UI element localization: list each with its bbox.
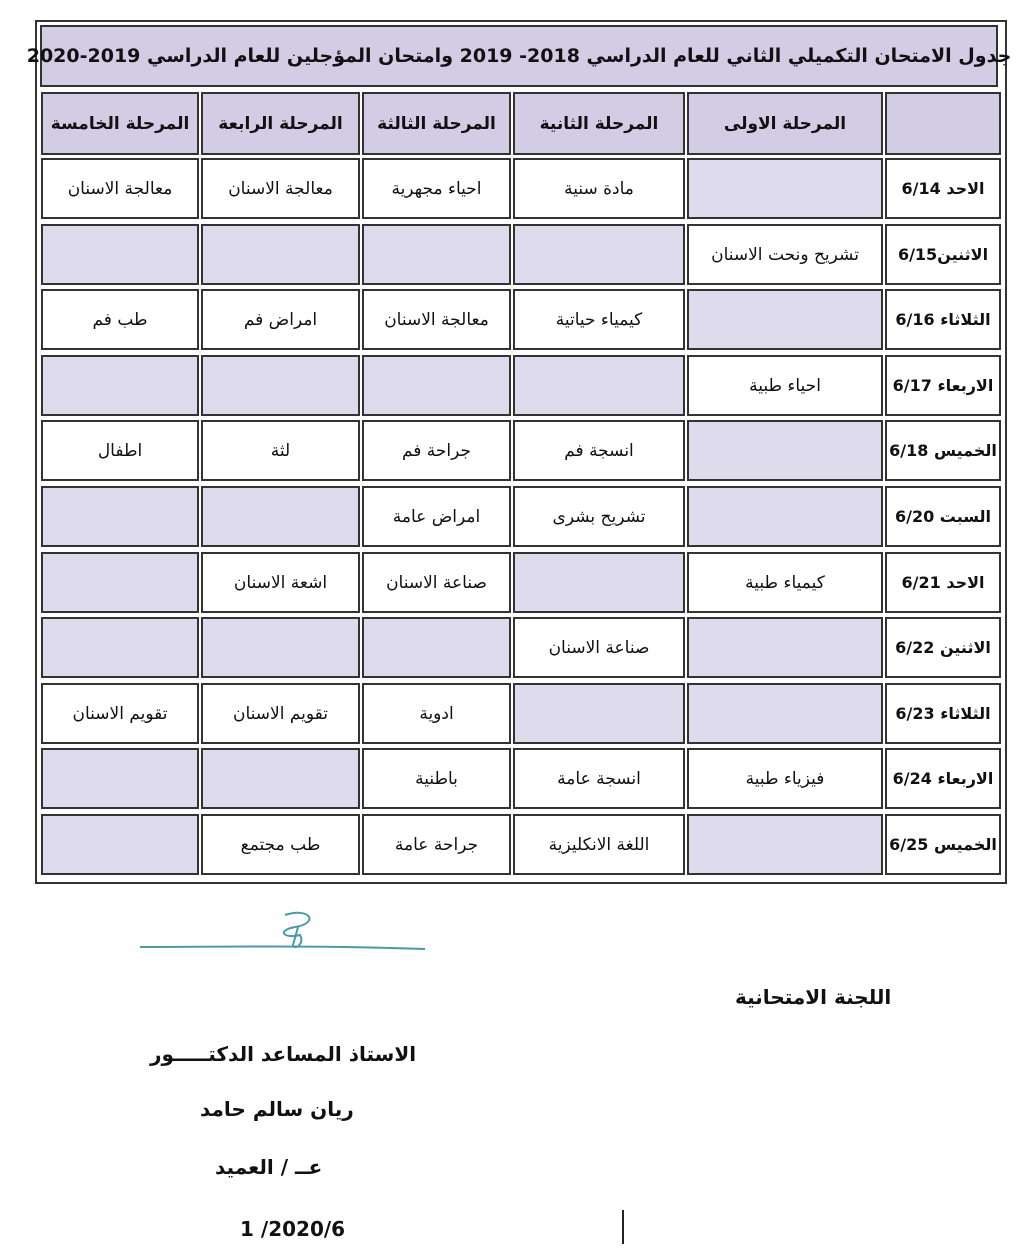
- exam-cell: فيزياء طبية: [687, 748, 883, 809]
- day-cell: الاثنين 6/22: [885, 617, 1001, 678]
- exam-cell: [41, 552, 199, 613]
- exam-cell: معالجة الاسنان: [201, 158, 360, 219]
- exam-cell: [41, 617, 199, 678]
- day-cell: الثلاثاء 6/23: [885, 683, 1001, 744]
- stage-header-3: المرحلة الثالثة: [362, 92, 511, 155]
- exam-cell: صناعة الاسنان: [362, 552, 511, 613]
- exam-cell: [201, 617, 360, 678]
- exam-cell: اللغة الانكليزية: [513, 814, 685, 875]
- exam-cell: [201, 486, 360, 547]
- table-title-bar: [26, 25, 1012, 87]
- signatory-name: ريان سالم حامد: [200, 1097, 354, 1121]
- schedule-table: [26, 20, 1012, 884]
- exam-cell: [201, 224, 360, 285]
- table-title: جدول الامتحان التكميلي الثاني للعام الدراسي 2018- 2019 وامتحان المؤجلين للعام الدراسي 2019-2020: [26, 45, 1012, 67]
- day-cell: السبت 6/20: [885, 486, 1001, 547]
- exam-cell: جراحة فم: [362, 420, 511, 481]
- exam-cell: باطنية: [362, 748, 511, 809]
- exam-cell: كيمياء حياتية: [513, 289, 685, 350]
- signatory-rank: الاستاذ المساعد الدكتـــــور: [150, 1042, 417, 1066]
- exam-cell: [687, 158, 883, 219]
- day-cell: الاحد 6/14: [885, 158, 1001, 219]
- exam-cell: تشريح ونحت الاسنان: [687, 224, 883, 285]
- exam-cell: معالجة الاسنان: [362, 289, 511, 350]
- exam-cell: [41, 748, 199, 809]
- exam-cell: طب فم: [41, 289, 199, 350]
- exam-cell: [513, 552, 685, 613]
- day-cell: الاربعاء 6/24: [885, 748, 1001, 809]
- exam-cell: جراحة عامة: [362, 814, 511, 875]
- exam-cell: كيمياء طبية: [687, 552, 883, 613]
- exam-cell: [687, 289, 883, 350]
- exam-cell: ادوية: [362, 683, 511, 744]
- exam-cell: مادة سنية: [513, 158, 685, 219]
- signatory-role: عــ / العميد: [215, 1155, 323, 1179]
- day-cell: الاربعاء 6/17: [885, 355, 1001, 416]
- exam-cell: تقويم الاسنان: [41, 683, 199, 744]
- exam-cell: امراض عامة: [362, 486, 511, 547]
- exam-cell: [41, 486, 199, 547]
- exam-cell: احياء طبية: [687, 355, 883, 416]
- exam-cell: انسجة عامة: [513, 748, 685, 809]
- exam-cell: [687, 486, 883, 547]
- exam-cell: [687, 420, 883, 481]
- exam-cell: صناعة الاسنان: [513, 617, 685, 678]
- exam-cell: اشعة الاسنان: [201, 552, 360, 613]
- exam-cell: [41, 814, 199, 875]
- header-corner-cell: [885, 92, 1001, 155]
- signature-date: 2020/6/ 1: [240, 1217, 346, 1241]
- day-cell: الثلاثاء 6/16: [885, 289, 1001, 350]
- exam-cell: [513, 355, 685, 416]
- exam-cell: [513, 224, 685, 285]
- exam-cell: [41, 355, 199, 416]
- exam-cell: تشريح بشرى: [513, 486, 685, 547]
- exam-cell: [362, 617, 511, 678]
- exam-cell: [687, 617, 883, 678]
- exam-cell: معالجة الاسنان: [41, 158, 199, 219]
- day-cell: الخميس 6/25: [885, 814, 1001, 875]
- stage-header-5: المرحلة الخامسة: [41, 92, 199, 155]
- exam-cell: لثة: [201, 420, 360, 481]
- exam-cell: [687, 683, 883, 744]
- exam-cell: طب مجتمع: [201, 814, 360, 875]
- exam-cell: [362, 224, 511, 285]
- day-cell: الاحد 6/21: [885, 552, 1001, 613]
- stage-header-1: المرحلة الاولى: [687, 92, 883, 155]
- signature-image: [135, 905, 435, 975]
- exam-cell: [687, 814, 883, 875]
- exam-cell: انسجة فم: [513, 420, 685, 481]
- exam-cell: احياء مجهرية: [362, 158, 511, 219]
- exam-cell: [513, 683, 685, 744]
- text-cursor-mark: [622, 1210, 624, 1244]
- exam-cell: [201, 355, 360, 416]
- exam-cell: [201, 748, 360, 809]
- stage-header-2: المرحلة الثانية: [513, 92, 685, 155]
- exam-cell: امراض فم: [201, 289, 360, 350]
- exam-cell: تقويم الاسنان: [201, 683, 360, 744]
- exam-cell: [362, 355, 511, 416]
- day-cell: الاثنين6/15: [885, 224, 1001, 285]
- exam-cell: اطفال: [41, 420, 199, 481]
- day-cell: الخميس 6/18: [885, 420, 1001, 481]
- stage-header-4: المرحلة الرابعة: [201, 92, 360, 155]
- exam-cell: [41, 224, 199, 285]
- committee-label: اللجنة الامتحانية: [735, 985, 892, 1009]
